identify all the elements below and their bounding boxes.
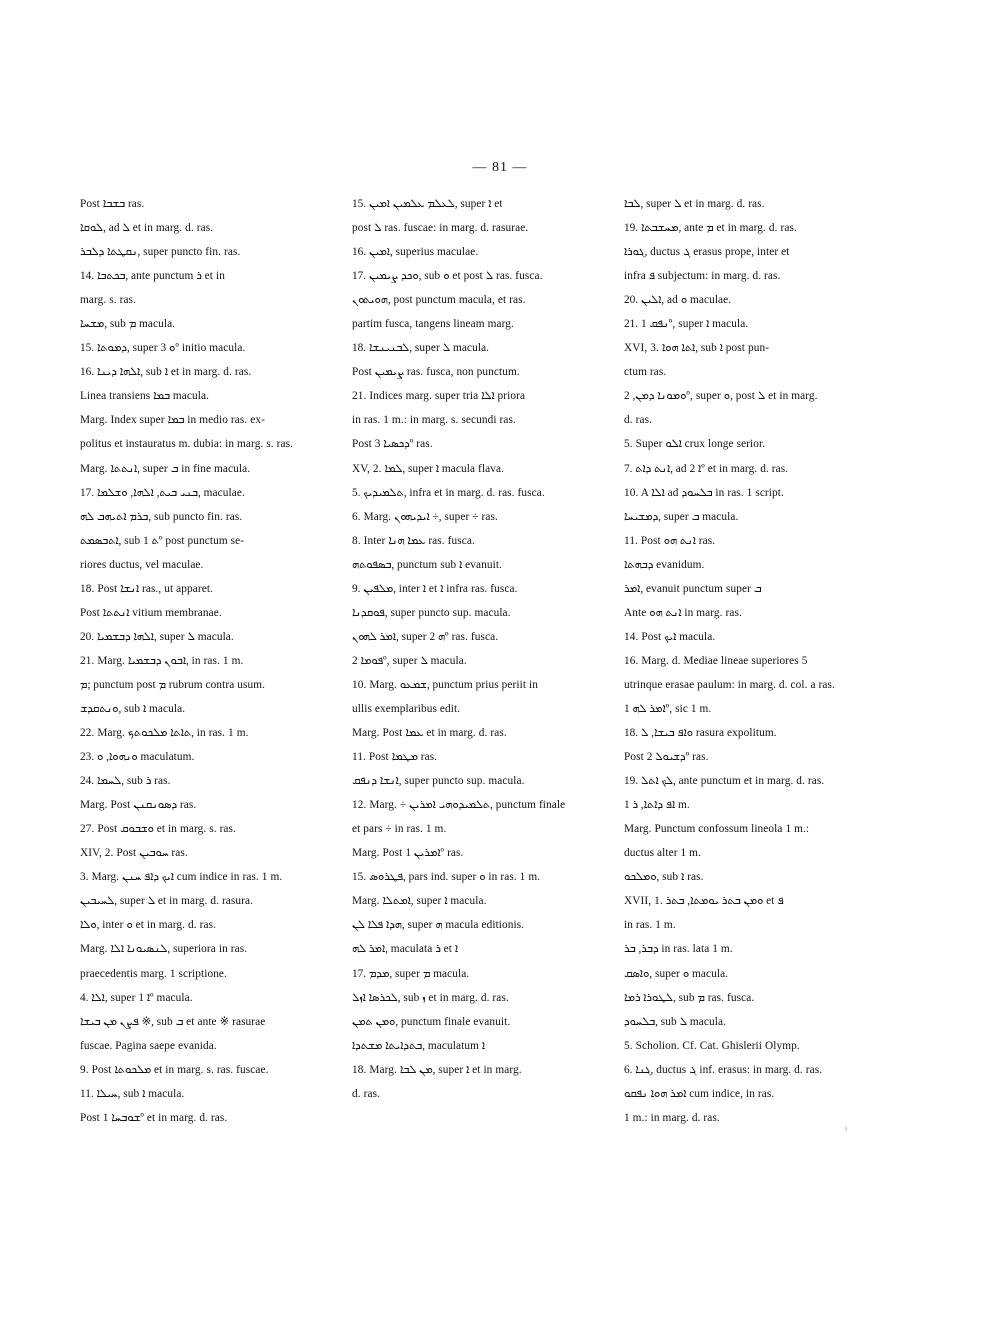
annotation-line: ܢܩܛܬܐ ܕܠܒܪ, super puncto fin. ras. <box>80 246 241 259</box>
column-left <box>80 192 335 1130</box>
page-number: — 81 — <box>472 160 528 175</box>
annotation-line: 20. ܐܠܗܐ ܕܒܫܡܝܐ, super ܠ macula. <box>80 630 234 643</box>
annotation-line: 8. Inter ܥܡܐ ܗܢܐ ras. fusca. <box>352 534 475 547</box>
annotation-line: utrinque erasae paulum: in marg. d. col. a ras. <box>624 678 835 691</box>
annotation-line: ܐܡܪ ܠܗܘܢ, super ܗ 2º ras. fusca. <box>352 630 499 643</box>
annotation-line: Marg. Post ܕܣܘܢܩܢܢ ras. <box>80 799 197 812</box>
annotation-line: in ras. 1 m.: in marg. s. secundi ras. <box>352 414 516 427</box>
annotation-line: Post ܐܢܬܬܐ vitium membranae. <box>80 606 222 619</box>
annotation-line: 11. Post ܡܛܡܐ ras. <box>352 751 438 764</box>
annotation-line: 6. Marg. ܐܝܕܝܗܘܢ ÷, super ÷ ras. <box>352 510 498 523</box>
annotation-line: ܠܒܐ, super ܠ et in marg. d. ras. <box>624 198 765 210</box>
annotation-line: ܗܘܝܬܘܢ, post punctum macula, et ras. <box>352 294 526 307</box>
annotation-line: ܠܚܝܒܝܢ, super ܠ et in marg. d. rasura. <box>80 895 254 908</box>
annotation-line: XIV, 2. Post ܚܘܒܝܢ ras. <box>80 847 188 860</box>
annotation-line: ܐܬܒܣܡܬ, sub ܬ 1º post punctum se- <box>80 534 245 547</box>
annotation-line: 12. Marg. ÷ ܬܠܡܝܕܘܗܝ ܐܡܪܝܢ, punctum finale <box>352 799 566 812</box>
annotation-line: fuscae. Pagina saepe evanida. <box>80 1039 217 1052</box>
annotation-line: 19. ܡܚܫܒܬܐ, ante ܡ et in marg. d. ras. <box>624 222 797 235</box>
annotation-line: 4. ܐܠܐ, super ܐ 1º macula. <box>80 991 193 1004</box>
annotation-line: 15. ܠܥܠܡ ܥܠܡܝܢ ܐܡܝܢ, super ܐ et <box>352 198 503 210</box>
annotation-line: 17. ܘܟܕ ܨܝܡܝܢ, sub ܘ et post ܠ ras. fusca. <box>352 270 543 283</box>
annotation-line: XV, 2. ܠܡܐ, super ܐ macula flava. <box>352 462 505 475</box>
annotation-line: 5. Scholion. Cf. Cat. Ghislerii Olymp. <box>624 1039 800 1052</box>
annotation-line: ܒܪܡ ܐܬܝܗܒ ܠܗ, sub puncto fin. ras. <box>80 510 243 523</box>
annotation-line: ܘܡܢ ܬܡܢ, punctum finale evanuit. <box>352 1015 511 1028</box>
annotation-line: Post ܕܫܝܘܠ 2º ras. <box>624 751 709 764</box>
annotation-line: marg. s. ras. <box>80 294 136 307</box>
column-right <box>624 192 879 1130</box>
annotation-line: Marg. Punctum confossum lineola 1 m.: <box>624 823 810 836</box>
annotation-line: Post ܫܘܒܚܐ 1º et in marg. d. ras. <box>80 1111 228 1124</box>
annotation-line: 18. Post ܐܢܫܐ ras., ut apparet. <box>80 582 213 595</box>
annotation-line: Linea transiens ܒܡܐ macula. <box>80 390 210 403</box>
annotation-line: 27. Post ܘܫܒܘܩ et in marg. s. ras. <box>80 823 236 836</box>
annotation-line: Marg. ܐܡܬܠܐ, super ܐ macula. <box>352 895 487 908</box>
annotation-line: infra ܦ subjectum: in marg. d. ras. <box>624 270 781 283</box>
annotation-line: Marg. ܐܢܬܬܐ, super ܒ in fine macula. <box>80 462 251 475</box>
annotation-line: ܕܒܗܬܐ evanidum. <box>624 558 705 571</box>
annotation-line: 21. Indices marg. super tria ܐܠܐ priora <box>352 390 526 403</box>
annotation-line: Post ܕܟܣܝܐ 3º ras. <box>352 438 433 451</box>
annotation-line: 9. ܡܠܦܝܢ, inter ܐ et ܐ infra ras. fusca. <box>352 582 518 595</box>
annotation-line: 16. ܐܡܝܢ, superius maculae. <box>352 246 479 259</box>
annotation-line: ܠܟܪܣܐ ܐܙܠ, sub ܙ et in marg. d. ras. <box>352 991 509 1004</box>
annotation-line: ܒܬܕܐܝܬܐ ܡܫܬܕܐ, maculatum ܐ <box>352 1039 486 1052</box>
annotation-line: ctum ras. <box>624 366 667 379</box>
annotation-line: ܐܡܪ ܠܗ, maculata ܪ et ܐ <box>352 943 459 956</box>
annotation-line: d. ras. <box>624 414 652 427</box>
footer-mark: ⁱ <box>845 1126 848 1137</box>
annotation-line: 21. Marg. ܐܒܘܢ ܕܒܫܡܝܐ, in ras. 1 m. <box>80 654 244 667</box>
column-middle <box>352 192 607 1106</box>
annotation-line: ܦܘܡܐ 2º, super ܠ macula. <box>352 654 467 667</box>
annotation-line: ܒܣܦܘܬܗ, punctum sub ܐ evanuit. <box>352 558 503 571</box>
annotation-line: ܒܠܚܘܕ, sub ܠ macula. <box>624 1015 727 1028</box>
annotation-line: XVI, 3. ܐܬܐ ܗܘܐ, sub ܐ post pun- <box>624 342 770 355</box>
annotation-line: ܕܡܫܝܚܐ, super ܒ macula. <box>624 510 739 523</box>
annotation-line: 17. ܡܕܡ, super ܡ macula. <box>352 967 470 980</box>
annotation-line: 18. ܠܒܢܝܢܫܐ, super ܠ macula. <box>352 342 490 355</box>
annotation-line: riores ductus, vel maculae. <box>80 558 204 571</box>
annotation-line: 5. Super ܐܠܘ crux longe serior. <box>624 438 766 451</box>
annotation-line: ܠܘܩܐ, ad ܠ et in marg. d. ras. <box>80 222 214 235</box>
annotation-line: 24. ܠܚܡܐ, sub ܪ ras. <box>80 775 171 788</box>
annotation-line: partim fusca, tangens lineam marg. <box>352 318 514 331</box>
annotation-line: 18. ܘܐܦ ܒܝܫܐ, ܠ rasura expolitum. <box>624 727 777 740</box>
annotation-line: politus et instauratus m. dubia: in marg. s. ras. <box>80 438 294 451</box>
annotation-line: ܦܨܢ ܡܢ ܒܝܫܐ ※, sub ܒ et ante ※ rasurae <box>80 1015 266 1028</box>
annotation-line: 19. ܠܟ ܐܬܠ, ante punctum et in marg. d. ras. <box>624 775 825 788</box>
annotation-line: 6. ܓܢܐ, ductus ܓ inf. erasus: in marg. d. ras. <box>624 1063 823 1076</box>
annotation-line: ܐܢܫܐ ܕܢܦܩ, super puncto sup. macula. <box>352 775 525 788</box>
annotation-line: 11. Post ܐܢܬ ܗܘ ras. <box>624 534 716 547</box>
annotation-line: in ras. 1 m. <box>624 919 676 932</box>
annotation-line: praecedentis marg. 1 scriptione. <box>80 967 227 980</box>
annotation-line: 20. ܐܠܝܢ, ad ܘ maculae. <box>624 294 732 307</box>
annotation-line: ܐܡܪ ܗܘܐ ܢܦܩܘ cum indice, in ras. <box>624 1087 775 1100</box>
annotation-line: 14. Post ܐܝܟ macula. <box>624 630 716 643</box>
annotation-line: 22. Marg. ܬܐܬܐ ܡܠܟܘܬܟ, in ras. 1 m. <box>80 727 249 740</box>
annotation-line: 14. ܒܟܬܒܐ, ante punctum ܪ et in <box>80 270 225 283</box>
annotation-line: 9. Post ܡܠܟܘܬܐ et in marg. s. ras. fuscae. <box>80 1063 269 1076</box>
annotation-line: 10. Marg. ܫܡܥܘ, punctum prius periit in <box>352 678 539 691</box>
annotation-line: Ante ܐܢܬ ܗܘ in marg. ras. <box>624 606 742 619</box>
annotation-line: Marg. ܠܢܣܝܘܢܐ ܐܠܐ, superiora in ras. <box>80 943 248 956</box>
annotation-line: 23. ܘܢܗܘܐ, ܘ maculatum. <box>80 751 195 764</box>
annotation-line: ܘܠܐ, inter ܘ et in marg. d. ras. <box>80 919 217 932</box>
annotation-line: Post ܨܝܡܝܢ ras. fusca, non punctum. <box>352 366 520 379</box>
annotation-line: 11. ܚܝܠܐ, sub ܐ macula. <box>80 1087 185 1100</box>
annotation-line: Post ܒܫܒܐ ras. <box>80 198 145 210</box>
annotation-line: d. ras. <box>352 1087 380 1100</box>
annotation-line: 16. ܐܠܗܐ ܕܝܢܐ, sub ܐ et in marg. d. ras. <box>80 366 252 379</box>
annotation-line: Marg. Post ܐܡܪܝܢ 1º ras. <box>352 847 464 860</box>
annotation-line: XVII, 1. ܘܡܢ ܒܬܪ ܝܘܡܬܐ, ܒܬܪ et ܦ <box>624 895 784 908</box>
annotation-line: ܐܡܪ ܠܗ 1º, sic 1 m. <box>624 702 712 715</box>
annotation-line: 15. ܕܡܘܬܐ, super ܘ 3º initio macula. <box>80 342 246 355</box>
annotation-line: 21. ܢܦܩ 1º, super ܐ macula. <box>624 318 749 331</box>
annotation-line: ܦܘܩܕܢܐ, super puncto sup. macula. <box>352 606 511 619</box>
annotation-line: Marg. Index super ܒܡܐ in medio ras. ex- <box>80 414 265 427</box>
annotation-line: 7. ܐܢܬ ܕܐܬ, ad ܐ 2º et in marg. d. ras. <box>624 462 789 475</box>
annotation-line: Marg. Post ܥܡܐ et in marg. d. ras. <box>352 727 507 740</box>
annotation-line: 16. Marg. d. Mediae lineae superiores 5 <box>624 654 808 667</box>
annotation-line: 18. Marg. ܡܢ ܠܒܐ, super ܐ et in marg. <box>352 1063 522 1076</box>
annotation-line: 3. Marg. ܐܝܟ ܕܐܦ ܚܢܢ cum indice in ras. 1 m. <box>80 871 283 884</box>
annotation-line: ܡ; punctum post ܡ rubrum contra usum. <box>80 678 266 691</box>
annotation-line: ܓܘܪܐ, ductus ܓ erasus prope, inter et <box>624 246 790 259</box>
annotation-line: ܘܡܠܟܘ, sub ܐ ras. <box>624 871 704 884</box>
annotation-line: ܗܕܐ ܦܠܐ ܠܢ, super ܗ macula editionis. <box>352 919 525 932</box>
annotation-line: ܡܫܚܐ, sub ܡ macula. <box>80 318 176 331</box>
annotation-line: ܘܐܣܩ, super ܘ macula. <box>624 967 729 980</box>
annotation-line: ܕܒܪ, ܒܪ in ras. lata 1 m. <box>624 943 733 956</box>
annotation-line: ullis exemplaribus edit. <box>352 702 461 715</box>
annotation-line: et pars ÷ in ras. 1 m. <box>352 823 447 836</box>
annotation-line: 1 m.: in marg. d. ras. <box>624 1111 720 1124</box>
annotation-line: ductus alter 1 m. <box>624 847 701 860</box>
annotation-line: 5. ܬܠܡܝܕܝܟ, infra et in marg. d. ras. fusca. <box>352 486 545 499</box>
annotation-line: ܘܡܘܢܐ ܕܡܢ, 2º, super ܘ, post ܠ et in marg. <box>624 390 818 403</box>
annotation-line: ܐܡܪ, evanuit punctum super ܒ <box>624 582 762 595</box>
annotation-line: ܠܛܘܪܐ ܪܡܐ, sub ܡ ras. fusca. <box>624 991 755 1004</box>
annotation-line: post ܠ ras. fuscae: in marg. d. rasurae. <box>352 222 529 235</box>
annotation-line: ܘܢܬܩܕܫ, sub ܐ macula. <box>80 702 186 715</box>
annotation-line: 17. ܒܢܝ ܒܝܬ, ܐܠܗܐ, ܘܫܠܡܐ, maculae. <box>80 486 245 499</box>
annotation-line: 10. A ܐܠܐ ad ܒܠܚܘܕ in ras. 1 script. <box>624 486 784 499</box>
annotation-line: 15. ܦܛܪܘܣ, pars ind. super ܘ in ras. 1 m. <box>352 871 541 884</box>
annotation-line: ܐܦ ܕܐܬܐ, ܪ 1 m. <box>624 799 690 812</box>
